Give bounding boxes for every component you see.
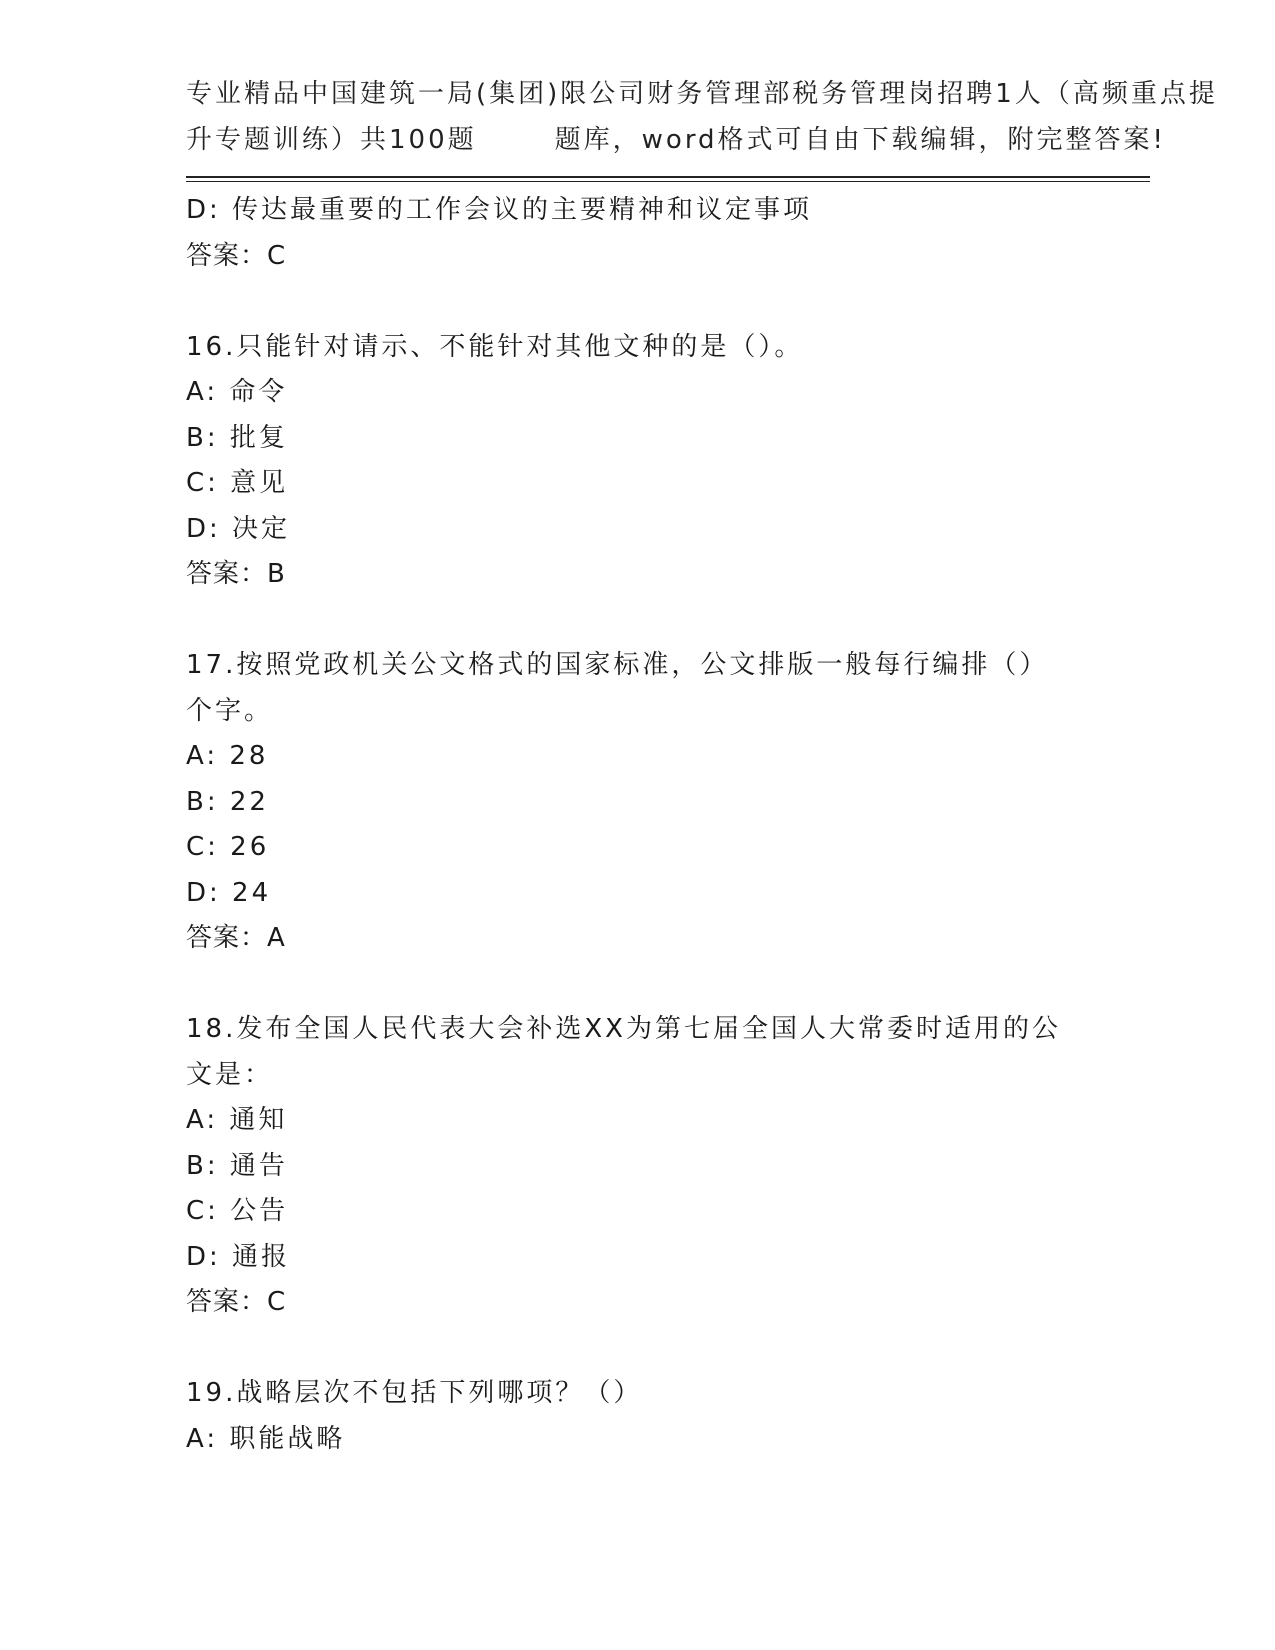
header-line-1: 专业精品中国建筑一局(集团)限公司财务管理部税务管理岗招聘1人（高频重点提	[186, 79, 1218, 109]
option-c: C: 公告	[186, 1196, 289, 1226]
question-stem: 17.按照党政机关公文格式的国家标准，公文排版一般每行编排（）个字。	[186, 650, 1049, 726]
question-stem: 19.战略层次不包括下列哪项？（）	[186, 1378, 643, 1408]
question-16	[186, 325, 1066, 598]
answer: 答案：B	[186, 559, 286, 589]
document-header	[186, 72, 1218, 163]
option-b: B: 22	[186, 786, 269, 817]
option-b: B: 通告	[186, 1150, 288, 1181]
option-a: A: 通知	[186, 1105, 288, 1135]
header-line-2-part-2: 题库，word格式可自由下载编辑，附完整答案!	[554, 124, 1166, 155]
option-a: A: 28	[186, 741, 269, 771]
question-19	[186, 1371, 1066, 1462]
option-c: C: 意见	[186, 468, 289, 498]
question-list	[186, 188, 1066, 1462]
option-a: A: 职能战略	[186, 1423, 346, 1454]
header-rule-thin	[186, 181, 1150, 182]
question-stem: 16.只能针对请示、不能针对其他文种的是（）。	[186, 331, 804, 362]
option-c: C: 26	[186, 832, 270, 862]
answer: 答案：A	[186, 923, 286, 953]
header-rule-thick	[186, 176, 1150, 178]
option-b: B: 批复	[186, 422, 288, 453]
prev-answer: 答案：C	[186, 240, 287, 271]
question-stem: 18.发布全国人民代表大会补选XX为第七届全国人大常委时适用的公文是：	[186, 1014, 1061, 1090]
answer: 答案：C	[186, 1287, 287, 1317]
option-d: D: 24	[186, 877, 272, 908]
question-17	[186, 643, 1066, 962]
prev-option-d: D: 传达最重要的工作会议的主要精神和议定事项	[186, 195, 813, 225]
option-a: A: 命令	[186, 377, 288, 407]
header-line-2-part-1: 升专题训练）共100题	[186, 124, 477, 155]
option-d: D: 通报	[186, 1241, 291, 1272]
question-18	[186, 1007, 1066, 1326]
option-d: D: 决定	[186, 513, 291, 544]
